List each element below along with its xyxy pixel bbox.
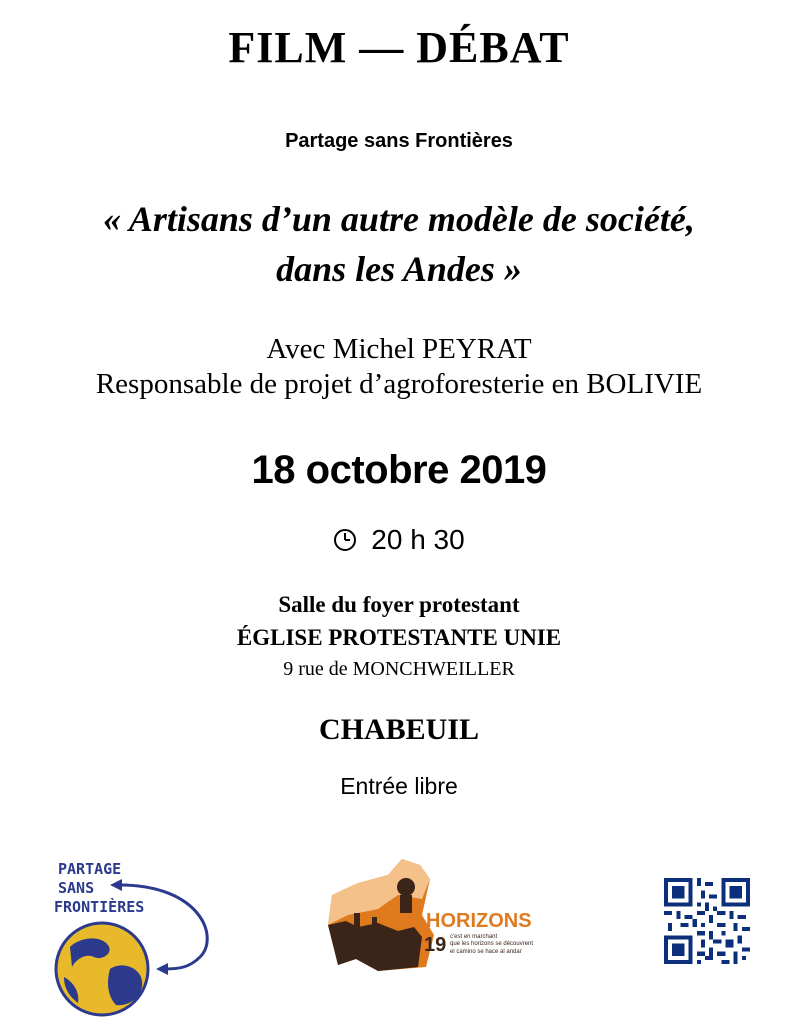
film-title-line-1: « Artisans d’un autre modèle de société, bbox=[103, 199, 695, 239]
horizons-logo-number: 19 bbox=[424, 934, 447, 956]
venue-address: 9 rue de MONCHWEILLER bbox=[283, 658, 515, 680]
film-title-line-2: dans les Andes » bbox=[276, 249, 522, 289]
qr-code-icon bbox=[664, 878, 750, 964]
event-date: 18 octobre 2019 bbox=[251, 448, 547, 492]
speaker-role: Responsable de projet d’agroforesterie en BOLIVIE bbox=[95, 368, 703, 400]
psf-logo-line-2: SANS bbox=[58, 879, 95, 897]
horizons-19-logo bbox=[318, 855, 558, 973]
horizons-logo-tagline-3: el camino se hace al andar bbox=[450, 949, 522, 955]
horizons-logo-tagline-2: que les horizons se découvrent bbox=[450, 941, 534, 947]
horizons-logo-tagline-1: c'est en marchant bbox=[450, 934, 498, 940]
speaker-name: Avec Michel PEYRAT bbox=[266, 333, 532, 365]
admission-info: Entrée libre bbox=[340, 773, 458, 799]
clock-icon bbox=[333, 527, 357, 559]
event-time-row bbox=[0, 524, 798, 559]
organizer-name: Partage sans Frontières bbox=[285, 130, 513, 152]
event-time: 20 h 30 bbox=[371, 524, 465, 555]
venue-church: ÉGLISE PROTESTANTE UNIE bbox=[236, 625, 562, 650]
horizons-logo-name: HORIZONS bbox=[426, 910, 532, 932]
psf-logo-line-1: PARTAGE bbox=[58, 860, 122, 878]
venue-hall: Salle du foyer protestant bbox=[278, 592, 520, 617]
page-title: FILM — DÉBAT bbox=[228, 23, 570, 72]
venue-city: CHABEUIL bbox=[318, 713, 480, 746]
partage-sans-frontieres-logo bbox=[50, 857, 220, 1017]
psf-logo-line-3: FRONTIÈRES bbox=[54, 898, 145, 916]
